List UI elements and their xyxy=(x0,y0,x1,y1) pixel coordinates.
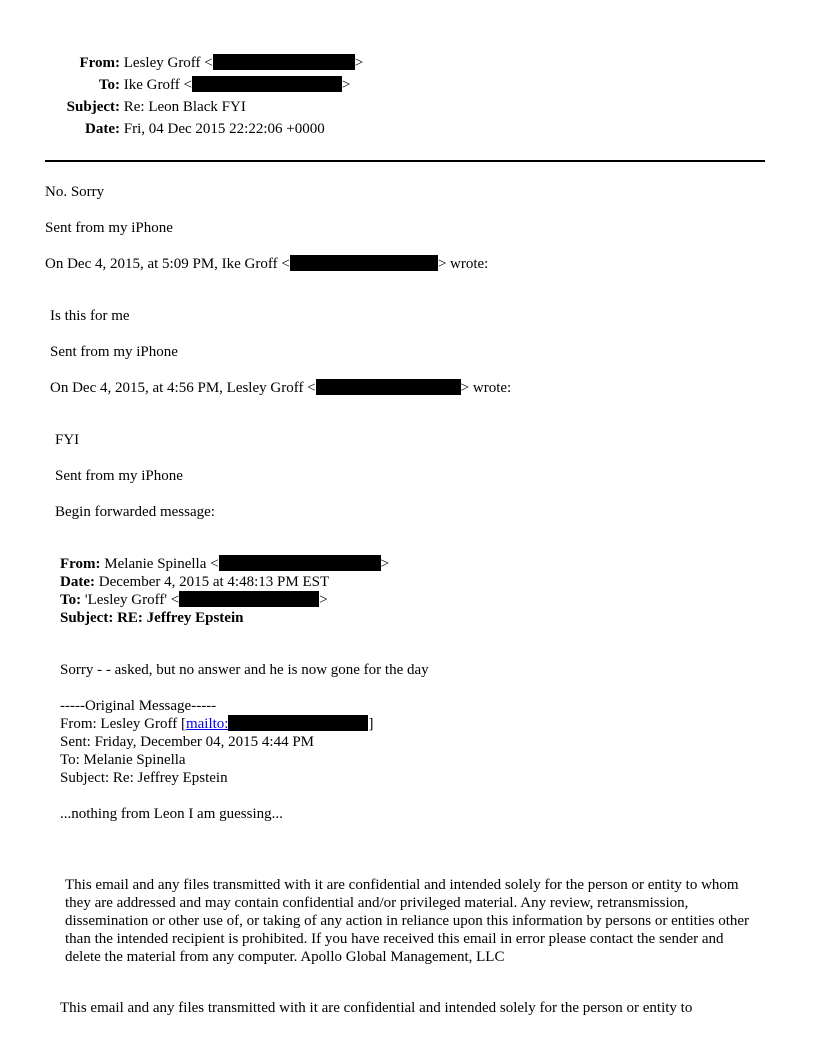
body-line-1: No. Sorry xyxy=(45,184,105,200)
header-close-bracket: > xyxy=(341,77,351,93)
mailto-link[interactable]: mailto: xyxy=(185,716,229,732)
orig-sent: Sent: Friday, December 04, 2015 4:44 PM xyxy=(60,734,314,750)
fwd-close-bracket: > xyxy=(319,592,328,608)
fwd-to-row xyxy=(60,591,328,609)
fwd-from-label: From: xyxy=(60,556,101,572)
fwd-date-value: December 4, 2015 at 4:48:13 PM EST xyxy=(94,574,330,590)
header-subject-row xyxy=(0,98,246,116)
header-subject-value: Re: Leon Black FYI xyxy=(123,99,246,115)
fwd-from-row xyxy=(60,555,389,573)
header-subject-label: Subject: xyxy=(66,99,120,115)
orig-body: ...nothing from Leon I am guessing... xyxy=(60,806,283,822)
fwd-to-value: 'Lesley Groff' < xyxy=(81,592,180,608)
orig-from-row xyxy=(60,715,373,733)
quote1-line-2: Sent from my iPhone xyxy=(50,344,178,360)
fwd-from-value: Melanie Spinella < xyxy=(100,556,219,572)
redaction-block xyxy=(179,591,319,607)
quote2-line-1: FYI xyxy=(55,432,80,448)
redaction-block xyxy=(290,255,438,271)
fwd-date-label: Date: xyxy=(60,574,95,590)
header-from-value: Lesley Groff < xyxy=(123,55,213,71)
body-line-3 xyxy=(45,255,488,273)
body-line-2: Sent from my iPhone xyxy=(45,220,173,236)
redaction-block xyxy=(219,555,381,571)
quote2-line-2: Sent from my iPhone xyxy=(55,468,183,484)
header-divider xyxy=(45,160,765,162)
fwd-date-row xyxy=(60,573,329,591)
quote1-line-3-post: > wrote: xyxy=(460,380,512,396)
header-date-value: Fri, 04 Dec 2015 22:22:06 +0000 xyxy=(123,121,325,137)
fwd-reply: Sorry - - asked, but no answer and he is now gone for the day xyxy=(60,662,429,678)
redaction-block xyxy=(213,54,355,70)
header-to-row xyxy=(0,76,350,94)
header-to-label: To: xyxy=(98,77,120,93)
header-from-row xyxy=(0,54,363,72)
orig-subject: Subject: Re: Jeffrey Epstein xyxy=(60,770,228,786)
quote1-line-3 xyxy=(50,379,511,397)
disclaimer-1: This email and any files transmitted with it are confidential and intended solely for the person or entity to whom they are addressed and may contain confidential and/or privileged material. Any review, retransmission, dissemination or other use of, or taking of any action in reliance upon this information by persons or entities other than the intended recipient is prohibited. If you have received this email in error please contact the sender and delete the material from any computer. Apollo Global Management, LLC xyxy=(65,877,750,965)
redaction-block xyxy=(316,379,461,395)
fwd-close-bracket: > xyxy=(380,556,390,572)
header-date-row xyxy=(0,120,325,138)
redaction-block xyxy=(228,715,368,731)
quote2-line-3: Begin forwarded message: xyxy=(55,504,215,520)
orig-from-pre: From: Lesley Groff [ xyxy=(60,716,186,732)
header-from-label: From: xyxy=(79,55,120,71)
fwd-to-label: To: xyxy=(60,592,82,608)
disclaimer-2: This email and any files transmitted with it are confidential and intended solely for the person or entity to xyxy=(60,1000,693,1016)
header-close-bracket: > xyxy=(354,55,364,71)
orig-from-post: ] xyxy=(368,716,374,732)
body-line-3-post: > wrote: xyxy=(437,256,489,272)
quote1-line-1: Is this for me xyxy=(50,308,130,324)
header-to-value: Ike Groff < xyxy=(123,77,192,93)
header-date-label: Date: xyxy=(85,121,120,137)
orig-separator: -----Original Message----- xyxy=(60,698,217,714)
quote1-line-3-pre: On Dec 4, 2015, at 4:56 PM, Lesley Groff < xyxy=(50,380,316,396)
body-line-3-pre: On Dec 4, 2015, at 5:09 PM, Ike Groff < xyxy=(45,256,290,272)
fwd-subject-row xyxy=(60,609,243,627)
fwd-subject-label: Subject: RE: Jeffrey Epstein xyxy=(60,610,244,626)
orig-to: To: Melanie Spinella xyxy=(60,752,186,768)
redaction-block xyxy=(192,76,342,92)
